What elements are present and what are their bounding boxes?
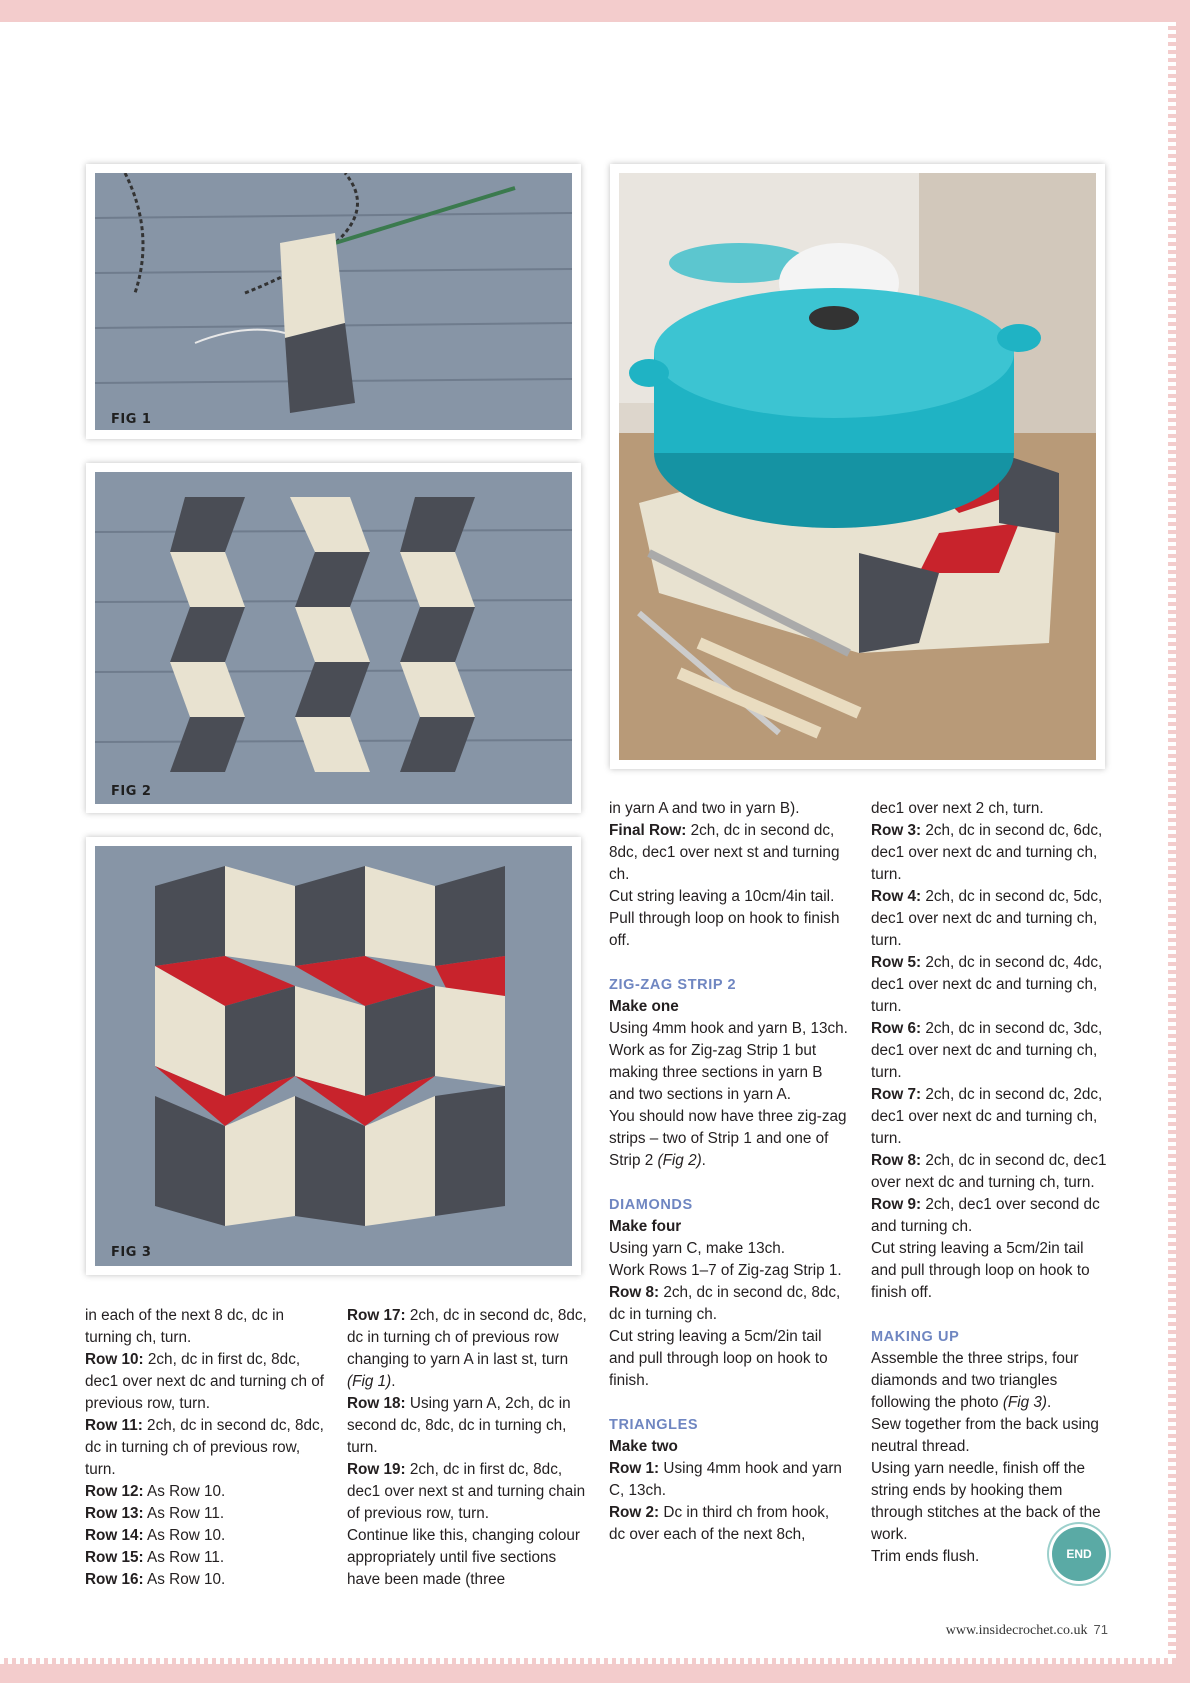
fig1-photo xyxy=(86,164,581,439)
section-heading: DIAMONDS xyxy=(609,1197,693,1213)
instruction-paragraph xyxy=(609,996,849,1018)
instruction-text: Using yarn C, make 13ch. xyxy=(609,1240,785,1257)
row-label: Row 9: xyxy=(871,1196,922,1213)
instruction-text: Cut string leaving a 5cm/2in tail and pull through loop on hook to finish. xyxy=(609,1328,828,1389)
casserole-image xyxy=(619,173,1096,760)
row-label: Row 15: xyxy=(85,1549,144,1566)
instruction-paragraph xyxy=(871,886,1111,952)
instruction-text: 2ch, dc in second dc, 2dc, dec1 over next dc and turning ch, turn. xyxy=(871,1086,1103,1147)
instruction-text: dec1 over next 2 ch, turn. xyxy=(871,800,1044,817)
instruction-paragraph xyxy=(609,1326,849,1392)
instruction-text: 2ch, dc in second dc, 8dc, dc in turning ch. xyxy=(609,1284,841,1323)
instruction-text: in each of the next 8 dc, dc in turning ch, turn. xyxy=(85,1307,284,1346)
instruction-text: 2ch, dc in second dc, 3dc, dec1 over next dc and turning ch, turn. xyxy=(871,1020,1103,1081)
row-label: Row 3: xyxy=(871,822,922,839)
row-label: Row 16: xyxy=(85,1571,144,1588)
instruction-text: 2ch, dc in second dc, 8dc, dc in turning ch of previous row, turn. xyxy=(85,1417,324,1478)
instruction-paragraph xyxy=(609,1040,849,1106)
casserole-photo xyxy=(610,164,1105,769)
instruction-text: Dc in third ch from hook, dc over each of the next 8ch, xyxy=(609,1504,830,1543)
row-label: Row 4: xyxy=(871,888,922,905)
instruction-text-tail: . xyxy=(701,1152,706,1169)
row-label: Final Row: xyxy=(609,822,687,839)
instruction-paragraph xyxy=(609,1436,849,1458)
instruction-paragraph xyxy=(85,1305,325,1349)
instruction-paragraph xyxy=(871,1238,1111,1304)
instruction-text: Cut string leaving a 10cm/4in tail. Pull through loop on hook to finish off. xyxy=(609,888,840,949)
instruction-text: As Row 11. xyxy=(143,1549,225,1566)
section-heading: TRIANGLES xyxy=(609,1417,699,1433)
instruction-paragraph xyxy=(609,886,849,952)
fig2-photo xyxy=(86,463,581,813)
instruction-paragraph xyxy=(347,1393,587,1459)
footer-url: www.insidecrochet.co.uk xyxy=(945,1623,1088,1638)
instruction-text: You should now have three zig-zag strips – two of Strip 1 and one of Strip 2 xyxy=(609,1108,847,1169)
instruction-paragraph xyxy=(871,1414,1111,1458)
row-label: Row 17: xyxy=(347,1307,406,1324)
instruction-text-tail: . xyxy=(1047,1394,1052,1411)
instruction-text: As Row 11. xyxy=(143,1505,225,1522)
instruction-paragraph xyxy=(609,1502,849,1546)
instruction-paragraph xyxy=(347,1305,587,1393)
fig2-label: FIG 2 xyxy=(111,784,152,799)
row-label: Row 14: xyxy=(85,1527,144,1544)
fig3-label: FIG 3 xyxy=(111,1245,152,1260)
row-label: Row 8: xyxy=(871,1152,922,1169)
fig3-image xyxy=(95,846,572,1266)
instruction-text: 2ch, dec1 over second dc and turning ch. xyxy=(871,1196,1100,1235)
instruction-paragraph xyxy=(871,1084,1111,1150)
instruction-paragraph xyxy=(85,1503,325,1525)
row-label: Make one xyxy=(609,998,679,1015)
fig1-image xyxy=(95,173,572,430)
row-label: Row 11: xyxy=(85,1417,143,1434)
text-column-1 xyxy=(85,1305,325,1591)
instruction-paragraph xyxy=(871,1348,1111,1414)
instruction-text: Sew together from the back using neutral thread. xyxy=(871,1416,1099,1455)
instruction-paragraph xyxy=(609,1458,849,1502)
instruction-text: As Row 10. xyxy=(143,1571,226,1588)
figure-reference: (Fig 1) xyxy=(347,1373,392,1390)
instruction-text: 2ch, dc in second dc, 8dc, dec1 over next st and turning ch. xyxy=(609,822,840,883)
text-column-3 xyxy=(609,798,849,1546)
tumbling-blocks-mat xyxy=(155,866,505,1226)
instruction-paragraph xyxy=(871,1150,1111,1194)
row-label: Row 1: xyxy=(609,1460,660,1477)
instruction-paragraph xyxy=(85,1481,325,1503)
instruction-text: Trim ends flush. xyxy=(871,1548,980,1565)
instruction-paragraph xyxy=(609,1216,849,1238)
instruction-paragraph xyxy=(347,1459,587,1525)
instruction-text: Using yarn needle, finish off the string ends by hooking them through stitches at the back of the work. xyxy=(871,1460,1101,1543)
instruction-paragraph xyxy=(609,1260,849,1282)
row-label: Row 12: xyxy=(85,1483,144,1500)
instruction-text: Using yarn A, 2ch, dc in second dc, 8dc, dc in turning ch, turn. xyxy=(347,1395,571,1456)
teal-casserole-pot xyxy=(629,288,1041,528)
instruction-paragraph xyxy=(871,1018,1111,1084)
instruction-text: 2ch, dc in first dc, 8dc, dec1 over next dc and turning ch of previous row, turn. xyxy=(85,1351,324,1412)
instruction-text: Work Rows 1–7 of Zig-zag Strip 1. xyxy=(609,1262,842,1279)
instruction-text: 2ch, dc in second dc, 4dc, dec1 over next dc and turning ch, turn. xyxy=(871,954,1103,1015)
instruction-text: 2ch, dc in second dc, 8dc, dc in turning ch of previous row changing to yarn A in last st, turn xyxy=(347,1307,587,1368)
instruction-paragraph xyxy=(85,1525,325,1547)
instruction-text: 2ch, dc in second dc, dec1 over next dc and turning ch, turn. xyxy=(871,1152,1107,1191)
row-label: Row 7: xyxy=(871,1086,922,1103)
instruction-text: Assemble the three strips, four diamonds and two triangles following the photo xyxy=(871,1350,1079,1411)
instruction-paragraph xyxy=(871,820,1111,886)
instruction-text-tail: . xyxy=(391,1373,396,1390)
row-label: Make four xyxy=(609,1218,682,1235)
instruction-text: As Row 10. xyxy=(143,1527,226,1544)
section-heading: ZIG-ZAG STRIP 2 xyxy=(609,977,737,993)
instruction-paragraph xyxy=(85,1415,325,1481)
row-label: Row 18: xyxy=(347,1395,406,1412)
figure-reference: (Fig 2) xyxy=(657,1152,702,1169)
instruction-text: Using 4mm hook and yarn B, 13ch. xyxy=(609,1020,848,1037)
page-footer xyxy=(946,1622,1108,1639)
decorative-border-bottom xyxy=(0,1658,1176,1664)
row-label: Row 6: xyxy=(871,1020,922,1037)
instruction-text: Continue like this, changing colour appropriately until five sections have been made (three xyxy=(347,1527,580,1588)
instruction-text: As Row 10. xyxy=(143,1483,226,1500)
instruction-paragraph xyxy=(609,798,849,820)
instruction-text: 2ch, dc in second dc, 5dc, dec1 over next dc and turning ch, turn. xyxy=(871,888,1103,949)
instruction-paragraph xyxy=(609,1018,849,1040)
instruction-paragraph xyxy=(347,1525,587,1591)
row-label: Row 5: xyxy=(871,954,922,971)
row-label: Row 8: xyxy=(609,1284,660,1301)
instruction-paragraph xyxy=(609,820,849,886)
instruction-text: in yarn A and two in yarn B). xyxy=(609,800,800,817)
instruction-paragraph xyxy=(609,1282,849,1326)
instruction-paragraph xyxy=(609,1238,849,1260)
instruction-paragraph xyxy=(871,798,1111,820)
text-column-4 xyxy=(871,798,1111,1568)
row-label: Row 19: xyxy=(347,1461,406,1478)
instruction-paragraph xyxy=(85,1569,325,1591)
instruction-paragraph xyxy=(871,952,1111,1018)
decorative-border-right xyxy=(1168,22,1176,1658)
instruction-paragraph xyxy=(85,1349,325,1415)
instruction-paragraph xyxy=(85,1547,325,1569)
instruction-paragraph xyxy=(609,1106,849,1172)
instruction-text: Work as for Zig-zag Strip 1 but making three sections in yarn B and two sections in yarn A. xyxy=(609,1042,823,1103)
instruction-text: 2ch, dc in first dc, 8dc, dec1 over next st and turning chain of previous row, turn. xyxy=(347,1461,586,1522)
row-label: Row 13: xyxy=(85,1505,144,1522)
end-badge: END xyxy=(1052,1527,1106,1581)
figure-reference: (Fig 3) xyxy=(1002,1394,1048,1411)
instruction-text: Cut string leaving a 5cm/2in tail and pull through loop on hook to finish off. xyxy=(871,1240,1090,1301)
fig3-photo xyxy=(86,837,581,1275)
fig2-image xyxy=(95,472,572,804)
instruction-paragraph xyxy=(871,1194,1111,1238)
text-column-2 xyxy=(347,1305,587,1591)
row-label: Row 2: xyxy=(609,1504,660,1521)
page-number: 71 xyxy=(1093,1622,1108,1637)
row-label: Row 10: xyxy=(85,1351,144,1368)
row-label: Make two xyxy=(609,1438,678,1455)
instruction-text: Using 4mm hook and yarn C, 13ch. xyxy=(609,1460,842,1499)
fig1-label: FIG 1 xyxy=(111,412,152,427)
section-heading: MAKING UP xyxy=(871,1329,960,1345)
instruction-text: 2ch, dc in second dc, 6dc, dec1 over next dc and turning ch, turn. xyxy=(871,822,1103,883)
